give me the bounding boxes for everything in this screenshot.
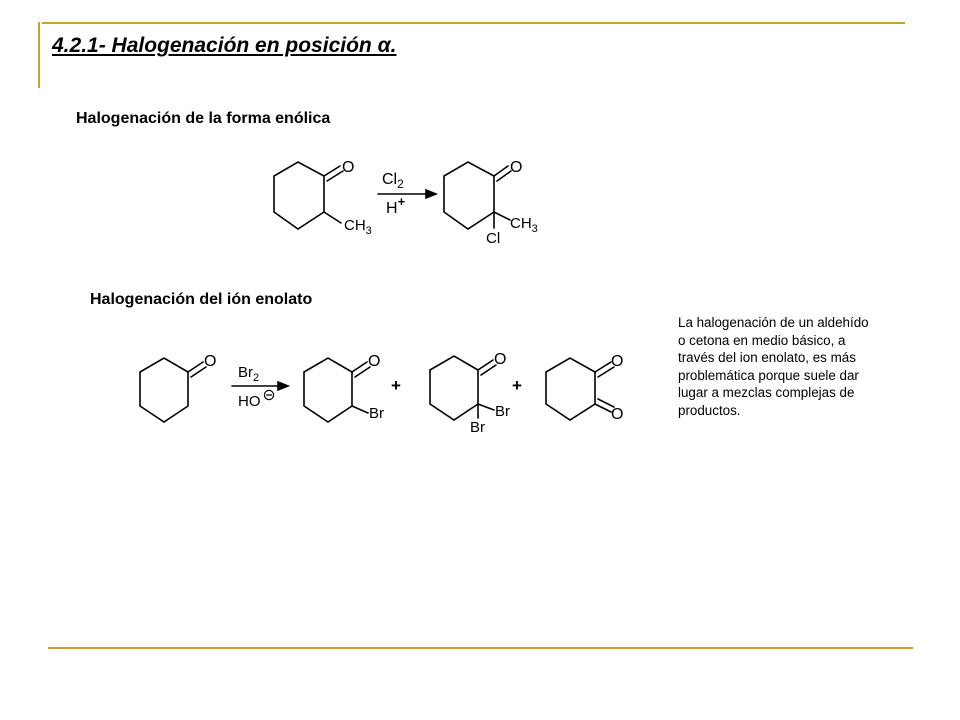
enol-product-oxygen: O	[510, 159, 523, 176]
enolate-product-2-oxygen: O	[494, 351, 507, 368]
enolate-reaction-arrow	[232, 364, 288, 410]
note-text: La halogenación de un aldehído o cetona en medio básico, a través del ion enolato, es más problemática porque suele dar lugar a mezclas complejas de productos.	[678, 315, 869, 418]
section-heading-enol: Halogenación de la forma enólica	[76, 110, 331, 127]
plus-sign-2: +	[512, 376, 522, 395]
enolate-product-3-oxygen-top: O	[611, 353, 624, 370]
enol-product-cl: Cl	[486, 230, 501, 247]
enolate-product-3-oxygen-bottom: O	[611, 406, 624, 423]
enolate-substrate-oxygen: O	[204, 353, 217, 370]
enol-reagent-cl2: $Cl_2$	[382, 171, 404, 191]
enolate-reagent-ho: HO	[238, 393, 261, 410]
enolate-product-3-molecule	[546, 353, 623, 423]
enolate-product-2-br-right: Br	[495, 403, 510, 420]
enol-reagent-hplus: H+	[386, 194, 406, 217]
plus-sign-1: +	[391, 376, 401, 395]
enolate-product-2-molecule	[430, 351, 510, 436]
section-heading-enolate: Halogenación del ión enolato	[90, 291, 313, 308]
enolate-substrate-molecule	[140, 353, 216, 422]
enolate-product-1-br: Br	[369, 405, 384, 422]
enol-substrate-ch3: $CH_3$	[344, 217, 372, 237]
enolate-product-2-br-bottom: Br	[470, 419, 485, 436]
enol-product-ch3: $CH_3$	[510, 215, 538, 235]
enolate-product-1-oxygen: O	[368, 353, 381, 370]
enolate-reagent-br2: $Br_2$	[238, 364, 260, 384]
slide-title: 4.2.1- Halogenación en posición α.	[52, 34, 397, 57]
enol-substrate-oxygen: O	[342, 159, 355, 176]
enolate-product-1-molecule	[304, 353, 384, 422]
